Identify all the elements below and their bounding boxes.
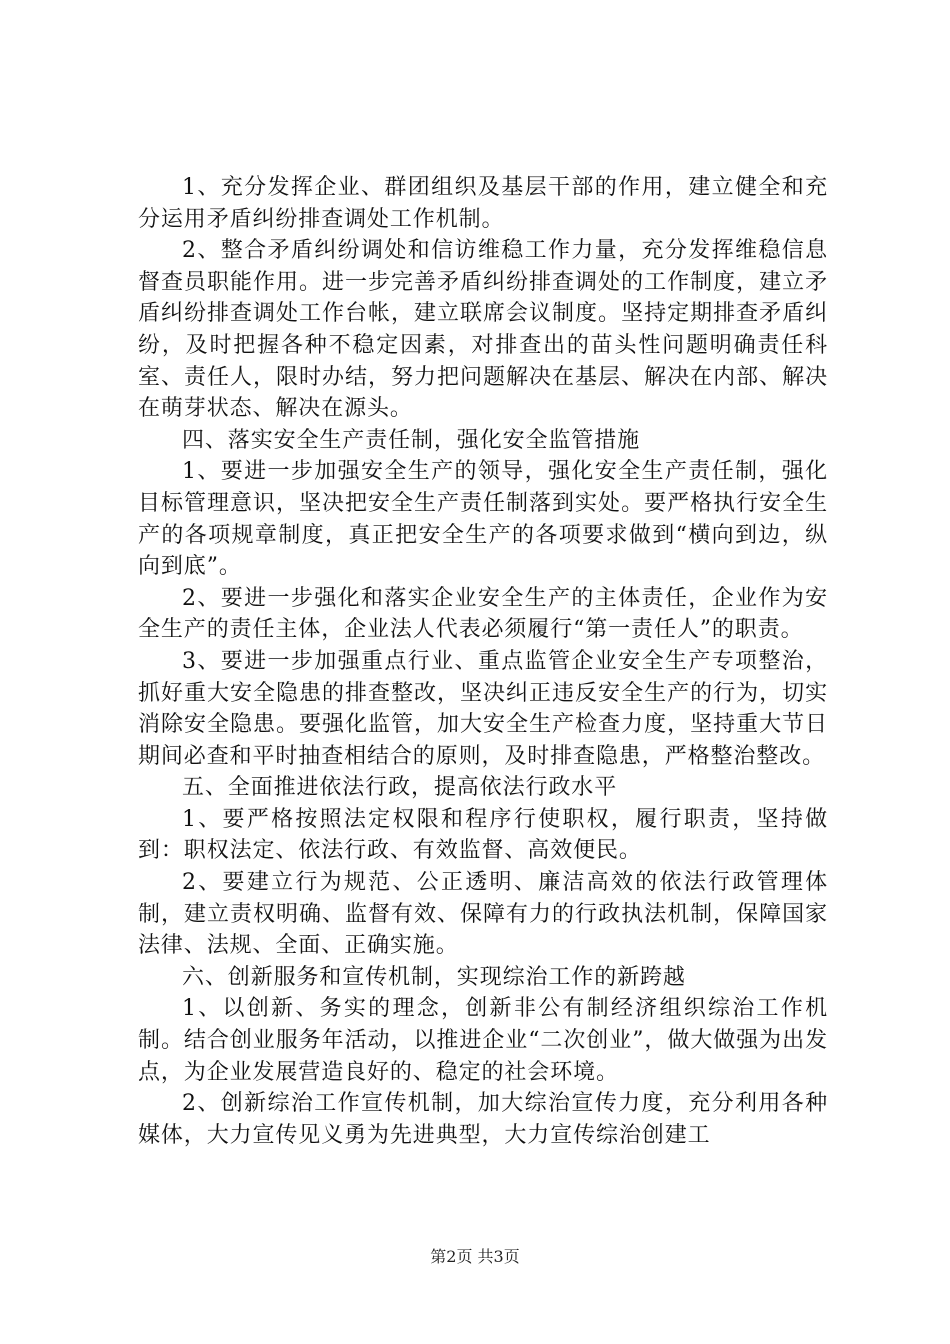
paragraph: 1、以创新、务实的理念，创新非公有制经济组织综治工作机制。结合创业服务年活动，以推进企业“二次创业”，做大做强为出发点，为企业发展营造良好的、稳定的社会环境。 [138,996,828,1085]
paragraph: 1、要严格按照法定权限和程序行使职权，履行职责，坚持做到：职权法定、依法行政、有效监督、高效便民。 [138,806,828,864]
paragraph: 2、整合矛盾纠纷调处和信访维稳工作力量，充分发挥维稳信息督查员职能作用。进一步完善矛盾纠纷排查调处的工作制度，建立矛盾纠纷排查调处工作台帐，建立联席会议制度。坚持定期排查矛盾纠纷，及时把握各种不稳定因素，对排查出的苗头性问题明确责任科室、责任人，限时办结，努力把问题解决在基层、解决在内部、解决在萌芽状态、解决在源头。 [138,238,828,422]
document-body [138,172,828,1151]
paragraph: 1、充分发挥企业、群团组织及基层干部的作用，建立健全和充分运用矛盾纠纷排查调处工作机制。 [138,175,828,232]
paragraph: 2、要进一步强化和落实企业安全生产的主体责任，企业作为安全生产的责任主体，企业法人代表必须履行“第一责任人”的职责。 [138,585,828,643]
section-heading: 四、落实安全生产责任制，强化安全监管措施 [182,427,641,453]
paragraph: 2、创新综治工作宣传机制，加大综治宣传力度，充分利用各种媒体，大力宣传见义勇为先进典型，大力宣传综治创建工 [138,1091,828,1148]
paragraph: 2、要建立行为规范、公正透明、廉洁高效的依法行政管理体制，建立责权明确、监督有效、保障有力的行政执法机制，保障国家法律、法规、全面、正确实施。 [138,870,828,959]
section-heading: 六、创新服务和宣传机制，实现综治工作的新跨越 [182,964,686,990]
paragraph: 3、要进一步加强重点行业、重点监管企业安全生产专项整治，抓好重大安全隐患的排查整改，坚决纠正违反安全生产的行为，切实消除安全隐患。要强化监管，加大安全生产检查力度，坚持重大节日期间必查和平时抽查相结合的原则，及时排查隐患，严格整治整改。 [138,648,828,769]
paragraph: 1、要进一步加强安全生产的领导，强化安全生产责任制，强化目标管理意识，坚决把安全生产责任制落到实处。要严格执行安全生产的各项规章制度，真正把安全生产的各项要求做到“横向到边，纵向到底”。 [138,459,828,580]
section-heading: 五、全面推进依法行政，提高依法行政水平 [182,775,618,801]
page-footer: 第2页 共3页 [430,1247,520,1266]
